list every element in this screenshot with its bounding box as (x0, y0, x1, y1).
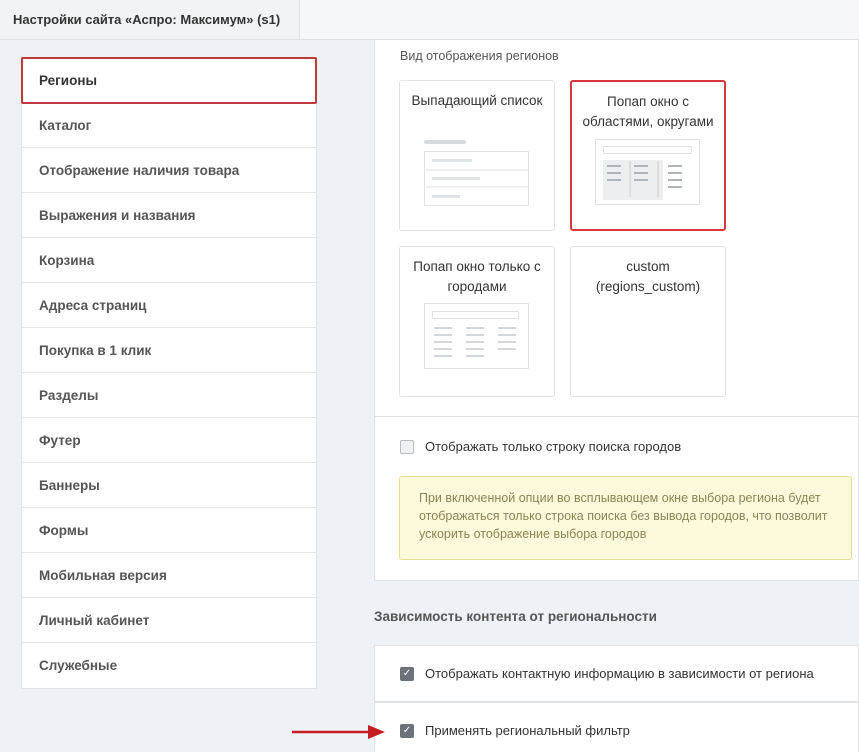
sidebar-item-regions[interactable]: Регионы (21, 57, 317, 104)
contact-info-row (374, 645, 859, 702)
regional-filter-option[interactable] (400, 723, 630, 738)
view-option-popup-cities[interactable] (399, 246, 555, 397)
sidebar-item-service[interactable]: Служебные (39, 658, 118, 673)
contact-info-option[interactable] (400, 666, 814, 681)
search-only-panel (374, 417, 859, 581)
sidebar-item-mobile[interactable]: Мобильная версия (22, 553, 316, 598)
settings-content (374, 40, 859, 752)
sidebar-item-footer[interactable]: Футер (22, 418, 316, 463)
top-band (300, 0, 859, 40)
search-only-note: При включенной опции во всплывающем окне выбора региона будет отображаться только строка поиска без вывода городов, что позволит ускорить отображение выбора городов (399, 476, 852, 560)
view-option-title: Выпадающий список (411, 93, 543, 108)
sidebar-item-forms[interactable]: Формы (22, 508, 316, 553)
sidebar-item-phrases[interactable]: Выражения и названия (22, 193, 316, 238)
view-option-popup-areas[interactable] (570, 80, 726, 231)
sidebar-item-one-click[interactable]: Покупка в 1 клик (22, 328, 316, 373)
settings-sidebar (21, 57, 317, 689)
sidebar-item-catalog[interactable]: Каталог (22, 103, 316, 148)
contact-info-checkbox[interactable]: ✓ (400, 667, 414, 681)
search-only-checkbox[interactable] (400, 440, 414, 454)
content-dependency-title: Зависимость контента от региональности (374, 609, 657, 624)
view-option-dropdown[interactable] (399, 80, 555, 231)
regional-filter-checkbox[interactable]: ✓ (400, 724, 414, 738)
view-option-title: Попап окно только с городами (413, 259, 541, 294)
regions-view-label: Вид отображения регионов (400, 49, 559, 63)
contact-info-label: Отображать контактную информацию в зависимости от региона (425, 666, 814, 681)
search-only-label: Отображать только строку поиска городов (425, 439, 682, 454)
popup-areas-preview-icon (595, 139, 703, 209)
dropdown-preview-icon (424, 137, 532, 207)
view-option-title: custom (regions_custom) (595, 259, 701, 294)
view-option-custom[interactable] (570, 246, 726, 397)
sidebar-item-banners[interactable]: Баннеры (22, 463, 316, 508)
settings-title: Настройки сайта «Аспро: Максимум» (s1) (13, 12, 281, 27)
arrow-pointer-icon (292, 724, 387, 740)
sidebar-item-sections[interactable]: Разделы (22, 373, 316, 418)
popup-cities-preview-icon (424, 303, 532, 373)
regions-view-panel (374, 40, 859, 417)
sidebar-item-account[interactable]: Личный кабинет (22, 598, 316, 643)
regional-filter-label: Применять региональный фильтр (425, 723, 630, 738)
view-option-title: Попап окно с областями, округами (582, 94, 714, 129)
sidebar-item-basket[interactable]: Корзина (22, 238, 316, 283)
search-only-option[interactable] (400, 439, 681, 454)
sidebar-item-page-urls[interactable]: Адреса страниц (22, 283, 316, 328)
sidebar-item-stock-display[interactable]: Отображение наличия товара (22, 148, 316, 193)
regional-filter-row (374, 702, 859, 752)
settings-tab[interactable] (0, 0, 300, 40)
